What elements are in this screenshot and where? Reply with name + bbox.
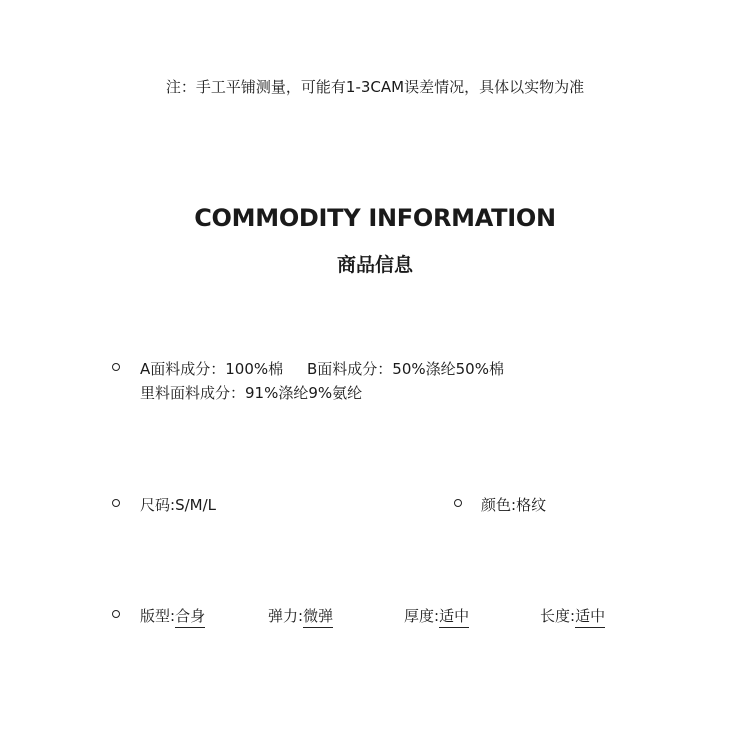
length-label: 长度:	[540, 607, 576, 625]
fit-attribute	[140, 605, 205, 626]
size-bullet-icon	[112, 499, 120, 507]
color-value: 格纹	[516, 496, 547, 514]
color-info	[481, 494, 546, 515]
fit-value: 合身	[175, 607, 205, 628]
fabric-a-composition: A面料成分：100%棉	[140, 360, 284, 378]
size-value: S/M/L	[175, 496, 216, 514]
attributes-bullet-icon	[112, 610, 120, 618]
color-label: 颜色:	[481, 496, 517, 514]
fabric-bullet-icon	[112, 363, 120, 371]
thickness-label: 厚度:	[404, 607, 440, 625]
page-title-en: COMMODITY INFORMATION	[194, 204, 556, 232]
length-attribute	[540, 605, 605, 626]
size-info	[140, 494, 216, 515]
measurement-note: 注：手工平铺测量，可能有1-3CAM误差情况，具体以实物为准	[165, 78, 585, 96]
length-value: 适中	[575, 607, 605, 628]
thickness-value: 适中	[439, 607, 469, 628]
lining-composition: 里料面料成分：91%涤纶9%氨纶	[140, 384, 363, 402]
elasticity-attribute	[268, 605, 333, 626]
fit-label: 版型:	[140, 607, 176, 625]
elasticity-label: 弹力:	[268, 607, 304, 625]
size-label: 尺码:	[140, 496, 176, 514]
fabric-b-composition: B面料成分：50%涤纶50%棉	[307, 360, 504, 378]
thickness-attribute	[404, 605, 469, 626]
elasticity-value: 微弹	[303, 607, 333, 628]
color-bullet-icon	[454, 499, 462, 507]
page-title-cn: 商品信息	[336, 254, 413, 276]
